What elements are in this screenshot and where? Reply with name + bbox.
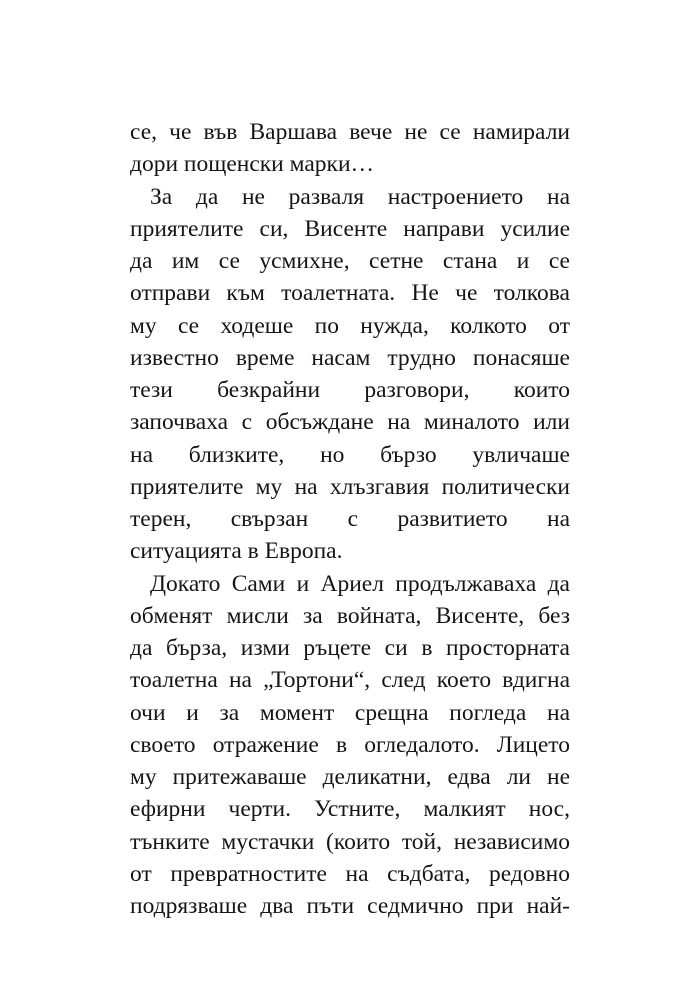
text-line: подрязваше два пъти седмично при най- (130, 893, 570, 919)
text-line: ситуацията в Европа. (130, 538, 343, 565)
text-line: За да не разваля настроението на (150, 183, 570, 210)
text-line: дори пощенски марки… (130, 151, 375, 178)
text-line: приятелите си, Висенте направи усилие (130, 215, 570, 242)
text-line: приятелите му на хлъзгавия политически (130, 473, 570, 500)
text-line: тези безкрайни разговори, които (130, 377, 570, 403)
text-line: тънките мустачки (които той, независимо (130, 828, 570, 855)
text-line: очи и за момент срещна погледа на (130, 699, 570, 726)
text-line: Докато Сами и Ариел продължаваха да (150, 570, 570, 597)
body-text (130, 116, 570, 922)
text-line: ефирни черти. Устните, малкият нос, (130, 796, 570, 823)
text-line: отправи към тоалетната. Не че толкова (130, 280, 570, 307)
text-line: тоалетна на „Тортони“, след което вдигна (130, 667, 570, 694)
text-line: му се ходеше по нужда, колкото от (130, 312, 570, 339)
text-line: започваха с обсъждане на миналото или (130, 409, 570, 436)
text-line: обменят мисли за войната, Висенте, без (130, 602, 570, 629)
text-line: своето отражение в огледалото. Лицето (130, 731, 570, 758)
text-line: му притежаваше деликатни, едва ли не (130, 764, 570, 790)
text-line: да бърза, изми ръцете си в просторната (130, 635, 570, 661)
text-line: се, че във Варшава вече не се намирали (130, 119, 570, 145)
text-line: известно време насам трудно понасяше (130, 344, 570, 371)
text-line: на близките, но бързо увличаше (130, 441, 570, 468)
text-line: терен, свързан с развитието на (130, 506, 570, 532)
text-line: да им се усмихне, сетне стана и се (130, 248, 570, 274)
text-line: от превратностите на съдбата, редовно (130, 860, 570, 887)
